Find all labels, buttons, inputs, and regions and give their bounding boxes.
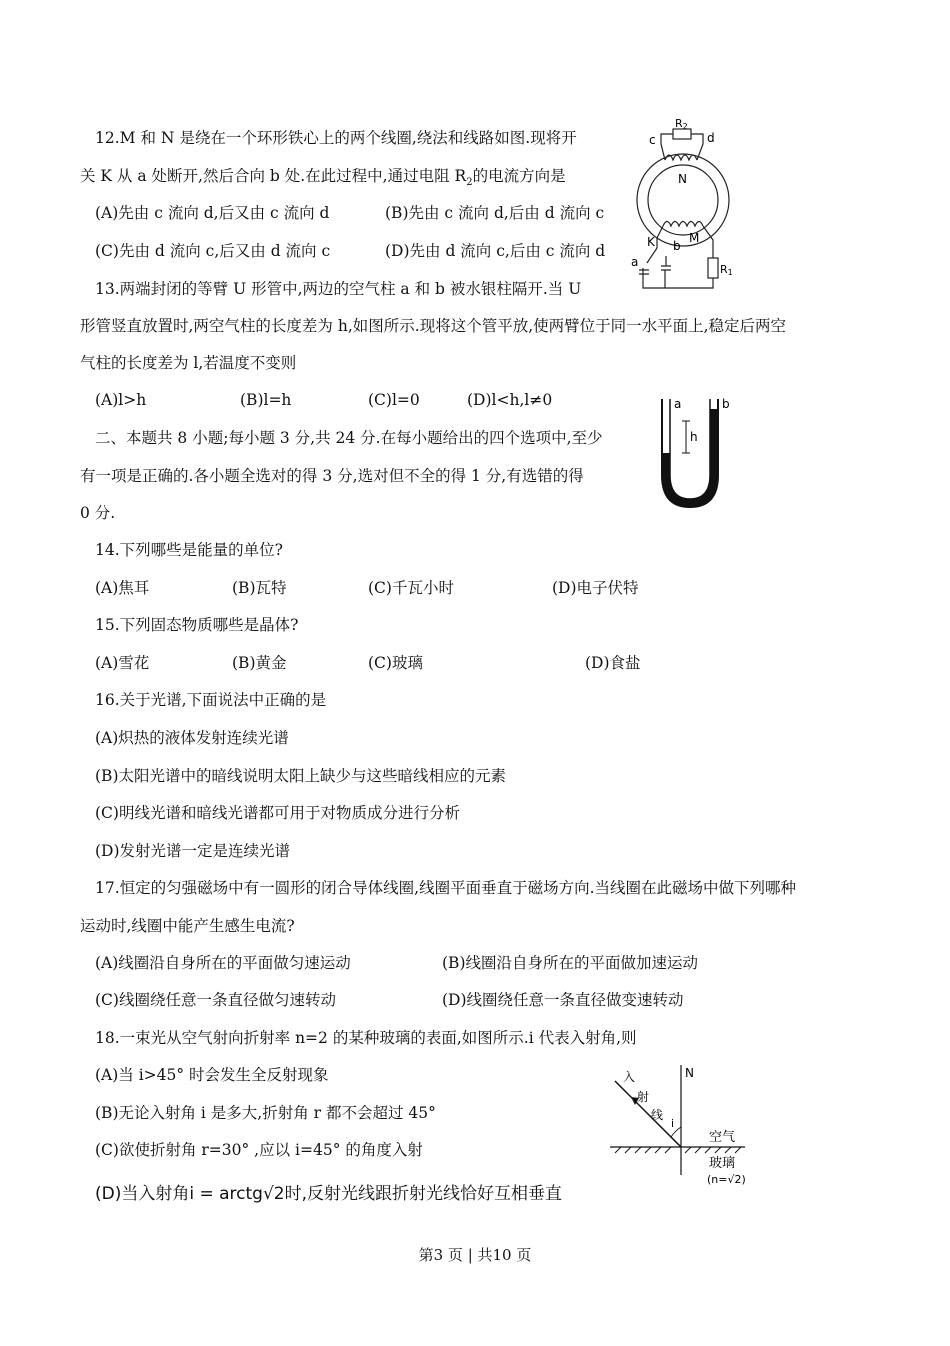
section2-line1: 二、本题共 8 小题;每小题 3 分,共 24 分.在每小题给出的四个选项中,至少 [95,429,603,447]
q16-option-d[interactable]: (D)发射光谱一定是连续光谱 [95,842,291,860]
q18-option-c[interactable]: (C)欲使折射角 r=30° ,应以 i=45° 的角度入射 [95,1141,423,1159]
q18-refraction-figure [605,1065,755,1190]
q14-option-c[interactable]: (C)千瓦小时 [368,579,454,597]
label-ray-2: 射 [637,1090,650,1104]
label-angle-i: i [671,1117,675,1130]
q12-stem-line2 [80,166,566,193]
label-normal-n: N [685,1066,694,1080]
q15-option-d[interactable]: (D)食盐 [585,654,641,672]
q13-option-d[interactable]: (D)l<h,l≠0 [467,391,553,409]
q16-option-b[interactable]: (B)太阳光谱中的暗线说明太阳上缺少与这些暗线相应的元素 [95,767,506,785]
q16-option-c[interactable]: (C)明线光谱和暗线光谱都可用于对物质成分进行分析 [95,804,460,822]
q12-option-a[interactable]: (A)先由 c 流向 d,后又由 c 流向 d [95,204,330,222]
q17-option-a[interactable]: (A)线圈沿自身所在的平面做匀速运动 [95,954,351,972]
q18-stem: 18.一束光从空气射向折射率 n=2 的某种玻璃的表面,如图所示.i 代表入射角,则 [95,1029,637,1047]
label-ray-3: 线 [651,1108,664,1122]
q13-stem-line3: 气柱的长度差为 l,若温度不变则 [80,354,297,372]
label-r2-sub: 2 [682,122,688,131]
q13-option-b[interactable]: (B)l=h [240,391,292,409]
q14-option-b[interactable]: (B)瓦特 [232,579,287,597]
label-k: K [647,235,655,249]
resistor-r1 [708,258,718,278]
label-a: a [631,255,639,269]
q12-r-subscript: 2 [466,177,473,189]
q12-stem-line1: 12.M 和 N 是绕在一个环形铁心上的两个线圈,绕法和线路如图.现将开 [95,129,577,147]
q18-option-a[interactable]: (A)当 i>45° 时会发生全反射现象 [95,1066,329,1084]
section2-line3: 0 分. [80,504,116,522]
q17-stem-line2: 运动时,线圈中能产生感生电流? [80,917,295,935]
q12-option-b[interactable]: (B)先由 c 流向 d,后由 d 流向 c [385,204,605,222]
label-m: M [689,231,700,245]
label-r1 [720,263,733,277]
q18-option-d[interactable]: (D)当入射角i = arctg√2时,反射光线跟折射光线恰好互相垂直 [95,1184,563,1204]
u-label-b: b [722,397,730,411]
q12-option-c[interactable]: (C)先由 d 流向 c,后又由 d 流向 c [95,242,331,260]
label-r2-letter: R [675,117,683,130]
label-b: b [673,239,681,253]
page-footer: 第3 页 | 共10 页 [418,1246,532,1264]
u-label-a: a [674,397,682,411]
q13-option-c[interactable]: (C)l=0 [368,391,420,409]
q15-option-c[interactable]: (C)玻璃 [368,654,423,672]
q16-option-a[interactable]: (A)炽热的液体发射连续光谱 [95,729,289,747]
q14-stem: 14.下列哪些是能量的单位? [95,541,283,559]
q17-stem-line1: 17.恒定的匀强磁场中有一圆形的闭合导体线圈,线圈平面垂直于磁场方向.当线圈在此磁场中做下列哪种 [95,879,797,897]
section2-line2: 有一项是正确的.各小题全选对的得 3 分,选对但不全的得 1 分,有选错的得 [80,467,584,485]
q17-option-b[interactable]: (B)线圈沿自身所在的平面做加速运动 [442,954,698,972]
label-r2 [675,117,688,131]
label-r1-sub: 1 [727,268,733,277]
q18-option-b[interactable]: (B)无论入射角 i 是多大,折射角 r 都不会超过 45° [95,1104,436,1122]
q13-u-tube-figure [650,395,740,515]
q12-circuit-figure [625,117,735,290]
q15-stem: 15.下列固态物质哪些是晶体? [95,616,299,634]
label-d: d [707,131,715,145]
q12-stem-line2b: 的电流方向是 [472,167,566,185]
q13-option-a[interactable]: (A)l>h [95,391,147,409]
q13-stem-line2: 形管竖直放置时,两空气柱的长度差为 h,如图所示.现将这个管平放,使两臂位于同一水平面上,稳定后两空 [80,317,787,335]
q14-option-a[interactable]: (A)焦耳 [95,579,150,597]
label-index: (n=√2) [707,1173,746,1186]
q16-stem: 16.关于光谱,下面说法中正确的是 [95,691,327,709]
label-r1-letter: R [720,263,728,276]
label-glass: 玻璃 [709,1156,736,1171]
label-air: 空气 [709,1130,736,1145]
label-n: N [678,172,687,186]
q17-option-c[interactable]: (C)线圈绕任意一条直径做匀速转动 [95,991,336,1009]
toroid-outer-ring [637,154,729,246]
switch-k [647,248,657,263]
u-label-h: h [690,430,698,444]
q15-option-b[interactable]: (B)黄金 [232,654,287,672]
label-ray-1: 入 [623,1070,636,1084]
q13-stem-line1: 13.两端封闭的等臂 U 形管中,两边的空气柱 a 和 b 被水银柱隔开.当 U [95,280,582,298]
q12-option-d[interactable]: (D)先由 d 流向 c,后由 c 流向 d [385,242,606,260]
u-tube-inner [670,399,710,499]
q15-option-a[interactable]: (A)雪花 [95,654,150,672]
label-c: c [649,133,656,147]
coil-n [665,155,697,160]
q14-option-d[interactable]: (D)电子伏特 [552,579,639,597]
q17-option-d[interactable]: (D)线圈绕任意一条直径做变速转动 [442,991,684,1009]
coil-m [663,222,703,227]
q12-stem-line2a: 关 K 从 a 处断开,然后合向 b 处.在此过程中,通过电阻 R [80,167,467,185]
